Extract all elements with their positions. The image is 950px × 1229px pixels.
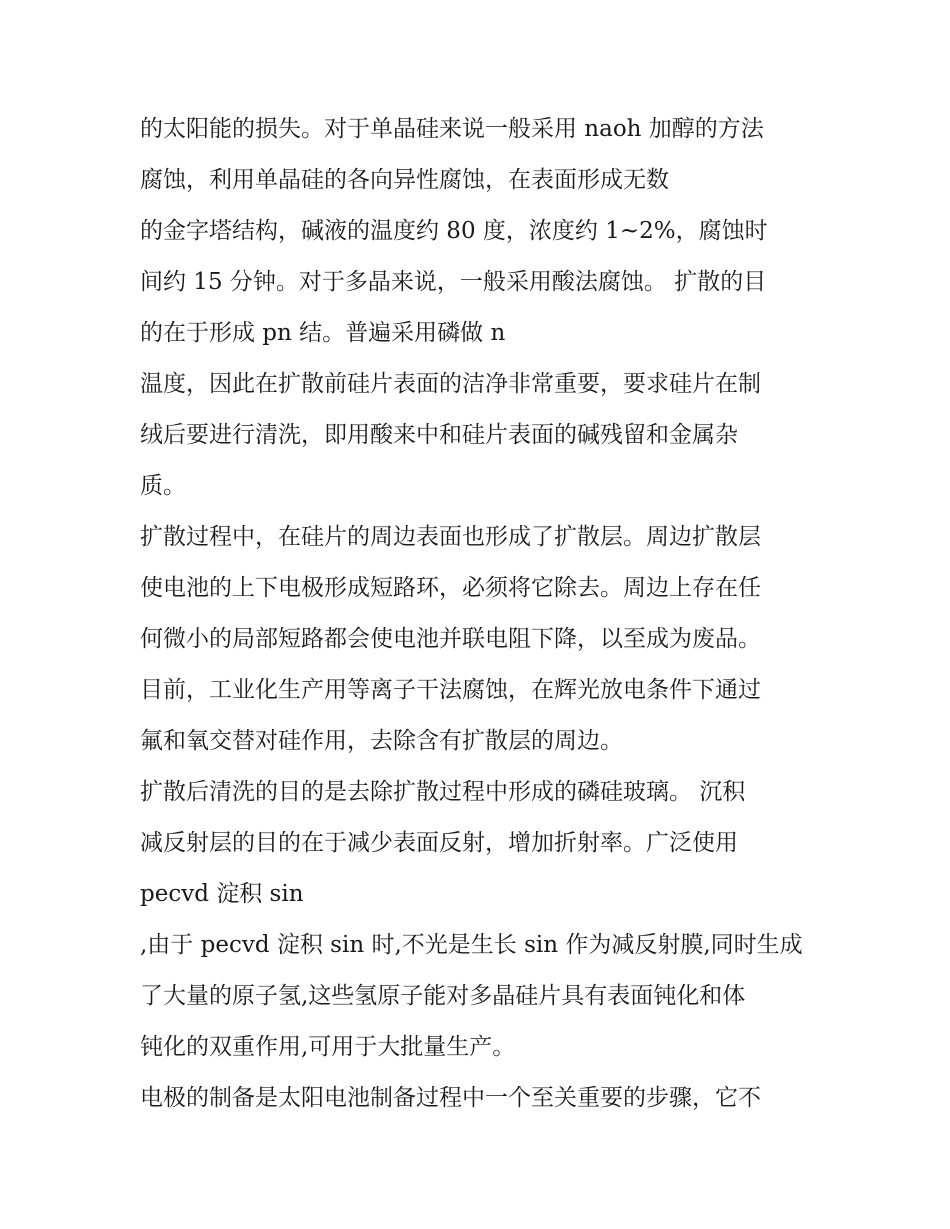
text-line: 质。 [140,473,186,499]
text-line: 的太阳能的损失。对于单晶硅来说一般采用 naoh 加醇的方法 [140,116,764,142]
text-line: 扩散后清洗的目的是去除扩散过程中形成的磷硅玻璃。 沉积 [140,779,746,805]
text-line: 何微小的局部短路都会使电池并联电阻下降，以至成为废品。 [140,626,761,652]
body-text [140,104,830,1124]
text-line: 钝化的双重作用,可用于大批量生产。 [140,1034,516,1060]
text-line: pecvd 淀积 sin [140,881,304,907]
text-line: 间约 15 分钟。对于多晶来说，一般采用酸法腐蚀。 扩散的目 [140,269,767,295]
text-line: 了大量的原子氢,这些氢原子能对多晶硅片具有表面钝化和体 [140,983,746,1009]
text-line: 绒后要进行清洗，即用酸来中和硅片表面的碱残留和金属杂 [140,422,738,448]
text-line: 的在于形成 pn 结。普遍采用磷做 n [140,320,506,346]
text-line: 使电池的上下电极形成短路环，必须将它除去。周边上存在任 [140,575,761,601]
text-line: 电极的制备是太阳电池制备过程中一个至关重要的步骤，它不 [140,1085,761,1111]
text-line: ,由于 pecvd 淀积 sin 时,不光是生长 sin 作为减反射膜,同时生成 [140,932,803,958]
text-line: 氟和氧交替对硅作用，去除含有扩散层的周边。 [140,728,623,754]
text-line: 目前，工业化生产用等离子干法腐蚀，在辉光放电条件下通过 [140,677,761,703]
text-line: 腐蚀，利用单晶硅的各向异性腐蚀，在表面形成无数 [140,167,669,193]
text-line: 减反射层的目的在于减少表面反射，增加折射率。广泛使用 [140,830,738,856]
text-line: 扩散过程中，在硅片的周边表面也形成了扩散层。周边扩散层 [140,524,761,550]
text-line: 的金字塔结构，碱液的温度约 80 度，浓度约 1~2%，腐蚀时 [140,218,768,244]
text-line: 温度，因此在扩散前硅片表面的洁净非常重要，要求硅片在制 [140,371,761,397]
